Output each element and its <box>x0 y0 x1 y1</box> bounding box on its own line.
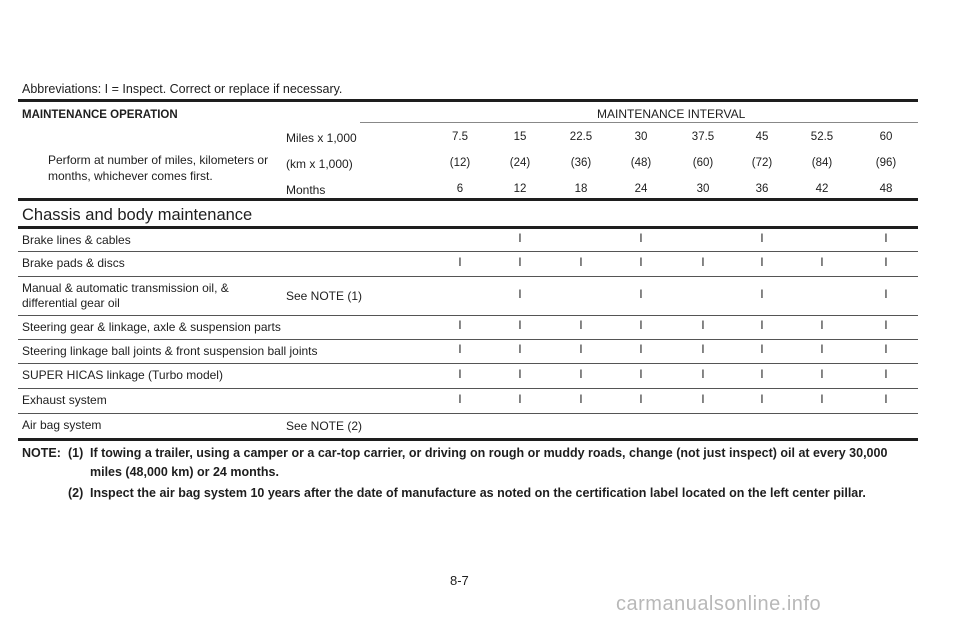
abbreviations-note: Abbreviations: I = Inspect. Correct or replace if necessary. <box>22 82 343 96</box>
interval-months-value: 30 <box>696 183 710 195</box>
note-2 <box>22 484 922 503</box>
watermark: carmanualsonline.info <box>616 593 822 615</box>
inspect-mark: I <box>760 233 764 245</box>
interval-months-value: 24 <box>634 183 648 195</box>
table-row-rule <box>18 388 918 389</box>
perform-instruction: Perform at number of miles, kilometers or months, whichever comes first. <box>48 153 269 183</box>
inspect-mark: I <box>639 233 643 245</box>
inspect-mark: I <box>701 320 705 332</box>
section-title: Chassis and body maintenance <box>22 206 253 224</box>
inspect-mark: I <box>639 394 643 406</box>
inspect-mark: I <box>884 344 888 356</box>
inspect-mark: I <box>518 257 522 269</box>
inspect-mark: I <box>518 233 522 245</box>
table-top-rule <box>18 99 918 102</box>
note-label: NOTE: <box>22 446 61 460</box>
inspect-mark: I <box>884 369 888 381</box>
table-row-label: Steering gear & linkage, axle & suspension parts <box>22 320 281 334</box>
inspect-mark: I <box>820 344 824 356</box>
interval-months-value: 6 <box>456 183 464 195</box>
inspect-mark: I <box>579 257 583 269</box>
page-number: 8-7 <box>450 573 469 588</box>
inspect-mark: I <box>639 344 643 356</box>
inspect-mark: I <box>518 394 522 406</box>
interval-km-value: (60) <box>692 157 714 169</box>
inspect-mark: I <box>579 320 583 332</box>
inspect-mark: I <box>518 320 522 332</box>
inspect-mark: I <box>884 320 888 332</box>
inspect-mark: I <box>701 369 705 381</box>
interval-km-value: (36) <box>570 157 592 169</box>
inspect-mark: I <box>579 394 583 406</box>
inspect-mark: I <box>579 344 583 356</box>
table-row-rule <box>18 413 918 414</box>
note-2-number: (2) <box>68 486 84 500</box>
interval-months-value: 18 <box>574 183 588 195</box>
table-row-label: Exhaust system <box>22 393 107 407</box>
inspect-mark: I <box>518 344 522 356</box>
interval-months-value: 42 <box>815 183 829 195</box>
interval-miles-value: 37.5 <box>691 131 715 143</box>
table-row-rule <box>18 438 918 441</box>
inspect-mark: I <box>760 320 764 332</box>
interval-miles-value: 45 <box>755 131 769 143</box>
table-row-label: Air bag system <box>22 418 102 432</box>
inspect-mark: I <box>639 289 643 301</box>
inspect-mark: I <box>458 320 462 332</box>
note-2-text: Inspect the air bag system 10 years after the date of manufacture as noted on the certification label located on the left center pillar. <box>90 486 866 500</box>
maintenance-interval-header: MAINTENANCE INTERVAL <box>597 107 746 121</box>
interval-miles-value: 22.5 <box>569 131 593 143</box>
interval-km-value: (84) <box>811 157 833 169</box>
inspect-mark: I <box>820 320 824 332</box>
interval-km-value: (72) <box>751 157 773 169</box>
inspect-mark: I <box>760 289 764 301</box>
inspect-mark: I <box>518 369 522 381</box>
inspect-mark: I <box>639 320 643 332</box>
table-row-rule <box>18 363 918 364</box>
interval-miles-value: 30 <box>634 131 648 143</box>
table-row-label: Manual & automatic transmission oil, & differential gear oil <box>22 281 229 310</box>
table-row-label: Brake pads & discs <box>22 256 125 270</box>
table-row-note-ref: See NOTE (1) <box>286 289 363 303</box>
notes-block <box>22 444 922 503</box>
inspect-mark: I <box>760 344 764 356</box>
interval-miles-value: 52.5 <box>810 131 834 143</box>
interval-months-value: 48 <box>879 183 893 195</box>
inspect-mark: I <box>820 394 824 406</box>
table-row-label: SUPER HICAS linkage (Turbo model) <box>22 368 223 382</box>
inspect-mark: I <box>458 394 462 406</box>
inspect-mark: I <box>701 257 705 269</box>
table-row-rule <box>18 315 918 316</box>
inspect-mark: I <box>760 394 764 406</box>
table-row-rule <box>18 251 918 252</box>
note-1 <box>22 444 922 482</box>
inspect-mark: I <box>820 369 824 381</box>
interval-months-value: 36 <box>755 183 769 195</box>
inspect-mark: I <box>518 289 522 301</box>
inspect-mark: I <box>760 257 764 269</box>
interval-km-value: (12) <box>449 157 471 169</box>
table-row-rule <box>18 339 918 340</box>
table-row-label: Brake lines & cables <box>22 233 131 247</box>
inspect-mark: I <box>639 257 643 269</box>
inspect-mark: I <box>884 233 888 245</box>
table-row-label: Steering linkage ball joints & front suspension ball joints <box>22 344 318 358</box>
unit-months: Months <box>286 183 326 197</box>
interval-miles-value: 15 <box>513 131 527 143</box>
interval-header-rule <box>360 122 918 123</box>
inspect-mark: I <box>639 369 643 381</box>
unit-miles: Miles x 1,000 <box>286 131 357 145</box>
interval-km-value: (96) <box>875 157 897 169</box>
inspect-mark: I <box>701 394 705 406</box>
note-1-number: (1) <box>68 446 84 460</box>
table-row-note-ref: See NOTE (2) <box>286 419 363 433</box>
inspect-mark: I <box>701 344 705 356</box>
maintenance-operation-header: MAINTENANCE OPERATION <box>22 109 178 121</box>
inspect-mark: I <box>820 257 824 269</box>
section-rule <box>18 226 918 229</box>
inspect-mark: I <box>884 289 888 301</box>
interval-miles-value: 60 <box>879 131 893 143</box>
header-bottom-rule <box>18 198 918 201</box>
unit-km: (km x 1,000) <box>286 157 353 171</box>
note-1-text: If towing a trailer, using a camper or a car-top carrier, or driving on rough or muddy roads, change (not just inspect) oil at every 30,000 miles (48,000 km) or 24 months. <box>90 446 888 479</box>
inspect-mark: I <box>884 394 888 406</box>
inspect-mark: I <box>760 369 764 381</box>
inspect-mark: I <box>884 257 888 269</box>
inspect-mark: I <box>458 344 462 356</box>
interval-months-value: 12 <box>513 183 527 195</box>
inspect-mark: I <box>579 369 583 381</box>
inspect-mark: I <box>458 369 462 381</box>
interval-km-value: (48) <box>630 157 652 169</box>
interval-miles-value: 7.5 <box>452 131 468 143</box>
interval-km-value: (24) <box>509 157 531 169</box>
inspect-mark: I <box>458 257 462 269</box>
table-row-rule <box>18 276 918 277</box>
